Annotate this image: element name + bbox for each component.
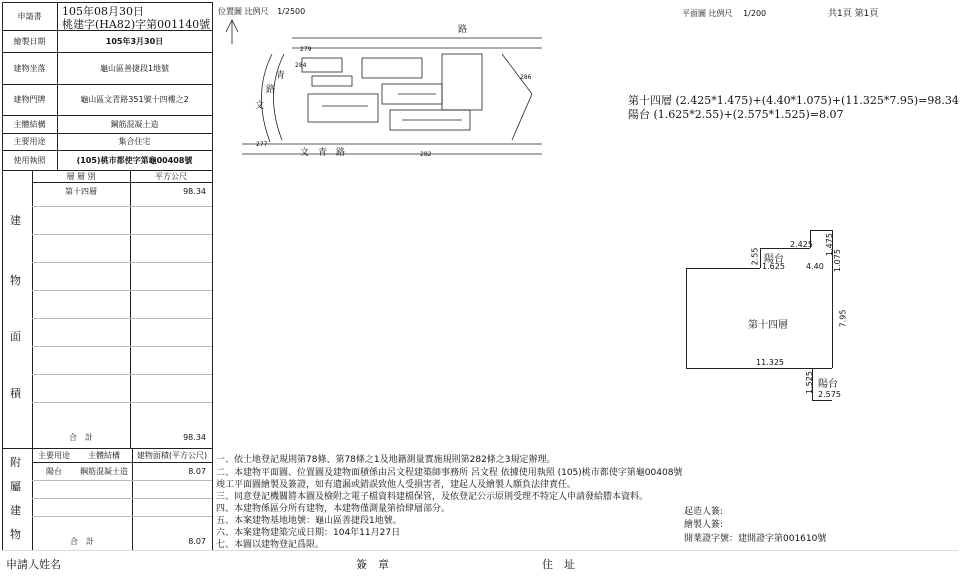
- map-road-bottom: 文 青 路: [300, 148, 346, 158]
- floor-plan-scale: 1/200: [743, 9, 767, 18]
- permit-value: (105)桃市都使字第龜00408號: [76, 155, 193, 165]
- footer-address: 住 址: [542, 558, 575, 571]
- table-row: 鋼筋混凝土造: [80, 466, 128, 476]
- plan-dim-1475: 1.475: [824, 233, 834, 256]
- area-side-char: 面: [10, 330, 21, 343]
- area-col-floor: 層 層 別: [66, 171, 96, 181]
- annex-col-area: 建物面積(平方公尺): [136, 450, 208, 460]
- location-label: 建物坐落: [13, 63, 46, 73]
- area-side-char: 積: [10, 387, 21, 400]
- plan-dim-2575: 2.575: [818, 390, 841, 399]
- note-line: 四、本建物係區分所有建物，本建物僅測量第拾肆層部分。: [216, 504, 451, 514]
- draw-date-value: 105年3月30日: [105, 36, 164, 46]
- map-side-text: 青: [276, 71, 286, 81]
- note-line: 六、本案建物建築完成日期：104年11月27日: [216, 528, 401, 538]
- draw-date-label: 繪製日期: [13, 36, 46, 46]
- annex-side-char: 建: [10, 504, 21, 517]
- note-line: 二、本建物平面圖、位置圖及建物面積係由呂文程建築師事務所 呂文程 依據使用執照 (105)桃市都使字第龜00408號: [216, 468, 683, 478]
- map-lot-number: 282: [420, 151, 432, 158]
- annex-side-char: 附: [10, 456, 21, 469]
- area-side-char: 物: [10, 274, 21, 287]
- plan-balcony-label-bottom: 陽台: [818, 379, 838, 390]
- structure-value: 鋼筋混凝土造: [110, 119, 159, 129]
- plan-dim-1075: 1.075: [832, 249, 842, 272]
- plan-dim-2425: 2.425: [790, 240, 813, 249]
- area-total-value: 98.34: [183, 432, 206, 442]
- map-road-top: 路: [458, 25, 468, 35]
- note-line: 七、本圖以建物登記爲限。: [216, 540, 325, 550]
- table-row-value: 98.34: [183, 186, 206, 196]
- plan-dim-11325: 11.325: [756, 358, 784, 367]
- annex-col-structure: 主體結構: [88, 450, 120, 460]
- annex-total-value: 8.07: [188, 536, 206, 546]
- location-map-label-text: 位置圖 比例尺: [218, 7, 269, 16]
- plan-balcony-label-top: 陽台: [764, 254, 784, 265]
- map-side-text: 路: [266, 85, 276, 95]
- area-col-sqm: 平方公尺: [155, 171, 187, 181]
- plan-main-label: 第十四層: [748, 320, 788, 331]
- map-lot-number: 279: [300, 46, 312, 53]
- location-value: 龜山區善捷段1地號: [99, 63, 170, 73]
- location-map-scale: 1/2500: [277, 7, 306, 16]
- page-info: 共1頁 第1頁: [828, 9, 879, 19]
- annex-side-char: 物: [10, 528, 21, 541]
- plan-dim-440: 4.40: [806, 262, 824, 271]
- note-line: 三、同意登記機關將本圖及檢附之電子檔資料建檔保管，及依登記公示原則受理不特定人申請發給謄本資料。: [216, 492, 649, 502]
- footer-divider: [2, 550, 958, 551]
- builder-signature-label: 起造人簽:: [684, 507, 724, 517]
- usage-label: 主要用途: [13, 137, 46, 146]
- note-line: 五、本案建物基地地號：龜山區善捷段1地號。: [216, 516, 402, 526]
- address-label: 建物門牌: [13, 95, 46, 104]
- permit-label: 使用執照: [13, 155, 46, 165]
- footer-signature: 簽 章: [356, 558, 389, 571]
- map-side-text: 文: [255, 101, 265, 111]
- area-total-label: 合 計: [69, 432, 93, 442]
- area-side-char: 建: [10, 214, 21, 227]
- table-row-value: 8.07: [188, 466, 206, 476]
- calc-main: 第十四層 (2.425*1.475)+(4.40*1.075)+(11.325*7.95)=98.34: [628, 94, 959, 107]
- map-lot-number: 286: [520, 74, 532, 81]
- date-line: 105年08月30日: [62, 5, 144, 18]
- annex-side-char: 屬: [10, 480, 21, 493]
- license-label: 開業證字號：建開證字第001610號: [684, 534, 827, 544]
- applicant-label: 申請書: [17, 11, 42, 21]
- plan-dim-795: 7.95: [838, 309, 848, 328]
- address-value: 龜山區文青路351號十四樓之2: [80, 95, 189, 104]
- table-row: 第十四層: [65, 186, 97, 196]
- plan-dim-1625: 1.625: [762, 262, 785, 271]
- note-line: 竣工平面圖繪製及簽證，如有遺漏或錯誤致他人受損害者，建起人及繪製人願負法律責任。: [216, 480, 577, 490]
- floor-plan-label: [682, 8, 766, 19]
- plan-dim-1525: 1.525: [804, 371, 814, 394]
- note-line: 一、依土地登記規則第78條、第78條之1及地籍測量實施規則第282條之3規定辦理。: [216, 455, 556, 465]
- plan-dim-255: 2.55: [750, 247, 760, 266]
- calc-balcony: 陽台 (1.625*2.55)+(2.575*1.525)=8.07: [628, 108, 844, 121]
- map-lot-number: 284: [295, 62, 307, 69]
- annex-col-use: 主要用途: [38, 450, 70, 460]
- floor-plan-label-text: 平面圖 比例尺: [682, 9, 733, 18]
- annex-total-label: 合 計: [70, 536, 94, 546]
- usage-value: 集合住宅: [118, 137, 151, 146]
- structure-label: 主體結構: [13, 119, 46, 129]
- map-lot-number: 277: [256, 141, 268, 148]
- drawer-signature-label: 繪製人簽:: [684, 520, 724, 530]
- footer-applicant-name: 申請人姓名: [6, 558, 61, 571]
- ref-line: 桃建字(HA82)字第001140號: [62, 18, 211, 31]
- table-row: 陽台: [46, 466, 62, 476]
